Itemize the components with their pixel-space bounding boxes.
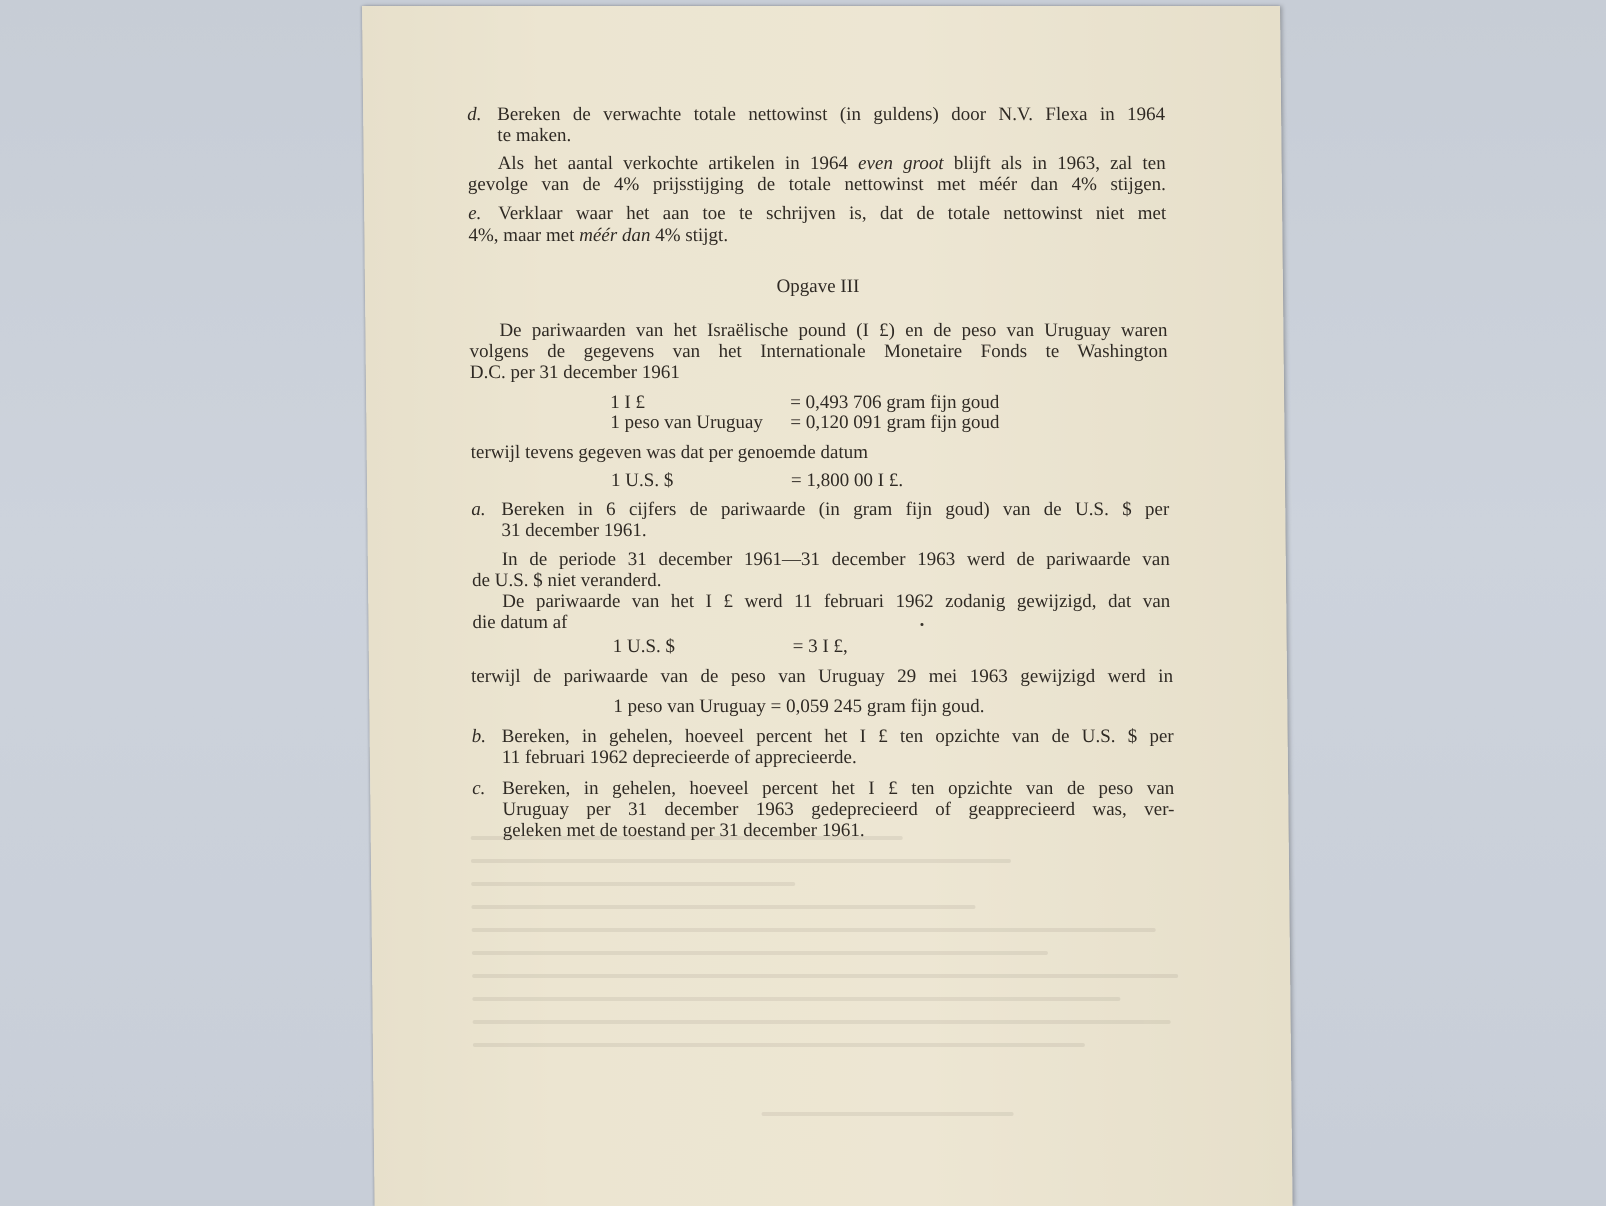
eq4-right: = 3 I £, <box>792 636 848 657</box>
item-b-line1: Bereken, in gehelen, hoeveel percent het I £ ten opzichte van de U.S. $ per <box>501 726 1174 747</box>
item-a-line1: Bereken in 6 cijfers de pariwaarde (in gram fijn goud) van de U.S. $ per <box>501 499 1170 520</box>
eq1-right: = 0,493 706 gram fijn goud <box>790 392 1000 413</box>
item-c-line1: Bereken, in gehelen, hoeveel percent het I £ ten opzichte van de peso van <box>502 778 1175 799</box>
item-c-label: c. <box>472 778 486 799</box>
speck <box>920 623 923 626</box>
item-e-label: e. <box>468 203 482 224</box>
intro-line2: volgens de gegevens van het Internationale Monetaire Fonds te Washington <box>469 341 1168 362</box>
item-a-label: a. <box>471 499 486 520</box>
para-periode-line4: die datum af <box>472 612 568 633</box>
show-through-text <box>471 836 1194 1166</box>
para-periode-line1: In de periode 31 december 1961—31 december 1963 werd de pariwaarde van <box>501 549 1170 570</box>
para-periode-line3: De pariwaarde van het I £ werd 11 februari 1962 zodanig gewijzigd, dat van <box>502 591 1171 612</box>
eq4-left: 1 U.S. $ <box>612 636 676 657</box>
terwijl-line1: terwijl tevens gegeven was dat per genoemde datum <box>470 442 869 463</box>
eq3-left: 1 U.S. $ <box>610 470 674 491</box>
eq5: 1 peso van Uruguay = 0,059 245 gram fijn goud. <box>613 696 985 717</box>
para-als-line2: gevolge van de 4% prijsstijging de totale nettowinst met méér dan 4% stijgen. <box>467 174 1166 195</box>
eq2-right: = 0,120 091 gram fijn goud <box>790 412 1000 433</box>
intro-line3: D.C. per 31 december 1961 <box>469 362 680 383</box>
para-periode-line2: de U.S. $ niet veranderd. <box>471 570 662 591</box>
item-e-line2: 4%, maar met méér dan 4% stijgt. <box>468 225 729 246</box>
item-c-line2: Uruguay per 31 december 1963 gedeprecieerd of geapprecieerd was, ver- <box>502 799 1175 820</box>
section-title: Opgave III <box>776 276 860 297</box>
intro-line1: De pariwaarden van het Israëlische pound (I £) en de peso van Uruguay waren <box>499 320 1168 341</box>
eq2-left: 1 peso van Uruguay <box>610 412 763 433</box>
item-a-line2: 31 december 1961. <box>501 520 647 541</box>
item-d-label: d. <box>467 104 482 125</box>
eq1-left: 1 I £ <box>610 392 646 413</box>
item-e-line1: Verklaar waar het aan toe te schrijven is, dat de totale nettowinst niet met <box>498 203 1167 224</box>
item-b-label: b. <box>471 726 487 747</box>
item-d-line2: te maken. <box>497 125 572 146</box>
terwijl-line2: terwijl de pariwaarde van de peso van Uruguay 29 mei 1963 gewijzigd werd in <box>470 666 1174 687</box>
eq3-right: = 1,800 00 I £. <box>790 470 904 491</box>
item-d-line1: Bereken de verwachte totale nettowinst (in guldens) door N.V. Flexa in 1964 <box>497 104 1166 125</box>
item-b-line2: 11 februari 1962 deprecieerde of apprecieerde. <box>501 747 857 768</box>
paper-sheet <box>362 6 1293 1206</box>
para-als-line1: Als het aantal verkochte artikelen in 1964 even groot blijft als in 1963, zal ten <box>497 153 1166 174</box>
item-c-line3: geleken met de toestand per 31 december 1961. <box>502 820 865 841</box>
